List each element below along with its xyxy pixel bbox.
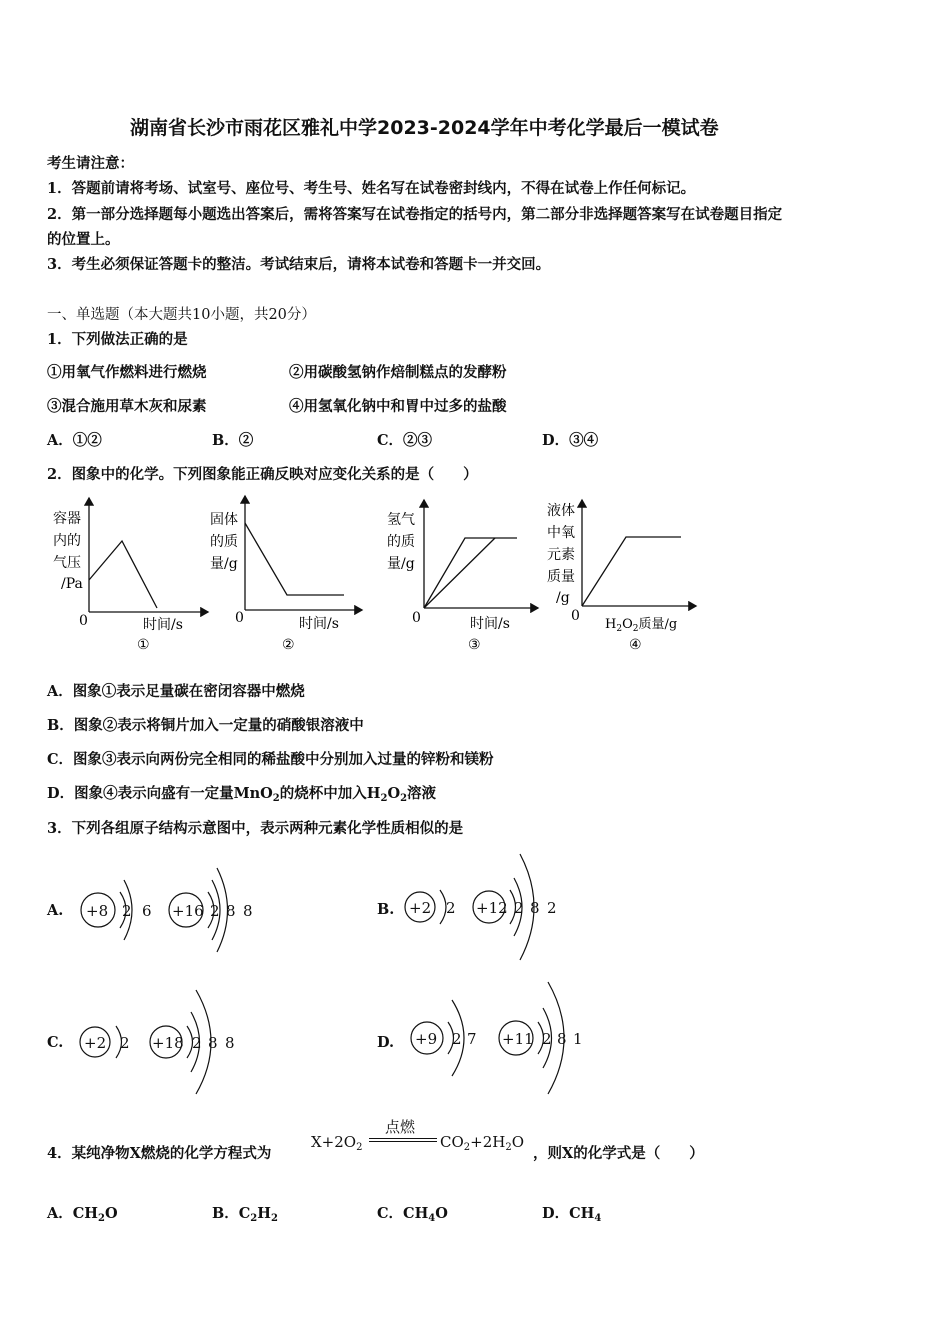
q3-option-b-letter: B. (377, 901, 395, 918)
q1-option-b: B．② (212, 432, 254, 449)
graph-3-ylabel-1: 氢气 (387, 512, 415, 528)
q4-eq-right: $CO_2+2H_2O$ (440, 1133, 525, 1153)
q4-option-b: B．$C_2H_2$ (212, 1205, 278, 1224)
q3-d-nucleus-1: +9 (415, 1030, 438, 1048)
q3-a-shell-2-2: 8 (226, 902, 236, 920)
page-title: 湖南省长沙市雨花区雅礼中学2023-2024学年中考化学最后一模试卷 (130, 117, 719, 139)
q1-stem: 1．下列做法正确的是 (47, 331, 188, 348)
q1-statement-3: ③混合施用草木灰和尿素 (47, 398, 207, 415)
q3-a-shell-1-1: 2 (122, 902, 132, 920)
notice-item-2-cont: 的位置上。 (47, 231, 120, 248)
q4-eq-line-1 (369, 1138, 437, 1139)
q3-option-d-letter: D. (377, 1034, 395, 1051)
q4-stem-b: ，则X的化学式是（ ） (533, 1145, 704, 1162)
graph-4-ylabel-2: 中氧 (547, 525, 575, 541)
graph-1-ylabel-1: 容器 (53, 511, 81, 527)
q1-option-d: D．③④ (542, 432, 599, 449)
q4-stem-a: 4．某纯净物X燃烧的化学方程式为 (47, 1145, 272, 1162)
q3-atom-diagrams (0, 840, 950, 1100)
graph-2-ylabel-2: 的质 (210, 534, 238, 550)
q3-d-nucleus-2: +11 (502, 1030, 534, 1048)
graph-3-ylabel-2: 的质 (387, 534, 415, 550)
q3-c-shell-2-3: 8 (225, 1034, 235, 1052)
graph-1 (89, 498, 208, 612)
q4-option-a: A．$CH_2O$ (47, 1205, 118, 1224)
q2-stem: 2．图象中的化学。下列图象能正确反映对应变化关系的是（ ） (47, 466, 478, 483)
q3-c-shell-2-1: 2 (192, 1034, 202, 1052)
q1-statement-2: ②用碳酸氢钠作焙制糕点的发酵粉 (289, 364, 507, 381)
q1-option-a: A．①② (47, 432, 102, 449)
notice-item-1: 1．答题前请将考场、试室号、座位号、考生号、姓名写在试卷密封线内，不得在试卷上作任何标记。 (47, 180, 696, 197)
graph-3-ylabel-3: 量/g (387, 556, 415, 572)
q3-b-shell-2-1: 2 (514, 899, 524, 917)
q2-option-a: A．图象①表示足量碳在密闭容器中燃烧 (47, 683, 305, 700)
q3-a-shell-1-2: 6 (142, 902, 152, 920)
graph-4-xlabel: $H_2O_2$质量/g (605, 617, 678, 634)
notice-heading: 考生请注意： (47, 155, 134, 172)
q3-d-shell-1-1: 2 (452, 1030, 462, 1048)
q3-stem: 3．下列各组原子结构示意图中，表示两种元素化学性质相似的是 (47, 820, 464, 837)
notice-item-3: 3．考生必须保证答题卡的整洁。考试结束后，请将本试卷和答题卡一并交回。 (47, 256, 551, 273)
q1-option-c: C．②③ (377, 432, 433, 449)
q3-a-nucleus-1: +8 (86, 902, 109, 920)
graph-2-label: ② (282, 637, 295, 653)
q3-c-nucleus-1: +2 (84, 1034, 107, 1052)
q3-c-shell-2-2: 8 (208, 1034, 218, 1052)
q3-a-nucleus-2: +16 (172, 902, 204, 920)
q3-d-shell-2-2: 8 (557, 1030, 567, 1048)
q2-option-c: C．图象③表示向两份完全相同的稀盐酸中分别加入过量的锌粉和镁粉 (47, 751, 494, 768)
q3-b-shell-2-3: 2 (547, 899, 557, 917)
q3-option-c-letter: C. (47, 1034, 64, 1051)
graph-1-origin: 0 (79, 613, 88, 629)
graph-4-curve (582, 537, 681, 606)
q1-statement-1: ①用氧气作燃料进行燃烧 (47, 364, 207, 381)
graph-1-curve (89, 541, 157, 608)
graph-2-ylabel-3: 量/g (210, 556, 238, 572)
q3-d-shell-2-1: 2 (542, 1030, 552, 1048)
graph-4-label: ④ (629, 637, 642, 653)
graph-3-xlabel: 时间/s (470, 616, 510, 632)
q2-option-d: D．图象④表示向盛有一定量MnO$_2$的烧杯中加入$H_2O_2$溶液 (47, 785, 437, 804)
notice-item-2: 2．第一部分选择题每小题选出答案后，需将答案写在试卷指定的括号内，第二部分非选择题答案写在试卷题目指定 (47, 206, 783, 223)
q3-a-shell-2-3: 8 (243, 902, 253, 920)
q2-option-b: B．图象②表示将铜片加入一定量的硝酸银溶液中 (47, 717, 364, 734)
graph-1-label: ① (137, 637, 150, 653)
graph-4-ylabel-5: /g (556, 590, 570, 606)
graph-3-label: ③ (468, 637, 481, 653)
graph-1-ylabel-2: 内的 (53, 533, 81, 549)
q4-option-c: C．$CH_4O$ (377, 1205, 448, 1224)
q3-b-shell-2-2: 8 (530, 899, 540, 917)
graph-2-curve (245, 523, 344, 595)
q3-a-shell-2-1: 2 (210, 902, 220, 920)
q4-eq-condition: 点燃 (385, 1118, 416, 1136)
q4-eq-left: $X+2O_2$ (311, 1133, 363, 1153)
graph-3 (424, 500, 538, 608)
q3-option-a-letter: A. (47, 902, 64, 919)
section-heading: 一、单选题（本大题共10小题，共20分） (47, 307, 316, 323)
q3-d-shell-2-3: 1 (573, 1030, 583, 1048)
graph-4-ylabel-3: 元素 (547, 547, 575, 563)
q3-b-shell-1-1: 2 (446, 899, 456, 917)
q4-eq-line-2 (369, 1141, 437, 1142)
q4-option-d: D．$CH_4$ (542, 1205, 602, 1224)
q3-b-nucleus-1: +2 (409, 899, 432, 917)
graph-2 (245, 496, 362, 610)
graph-2-ylabel-1: 固体 (210, 512, 238, 528)
graph-4-origin: 0 (571, 608, 580, 624)
graph-2-origin: 0 (235, 610, 244, 626)
q3-b-nucleus-2: +12 (476, 899, 508, 917)
q1-statement-4: ④用氢氧化钠中和胃中过多的盐酸 (289, 398, 507, 415)
q3-c-nucleus-2: +18 (152, 1034, 184, 1052)
graph-4-ylabel-4: 质量 (547, 569, 575, 585)
q3-d-shell-1-2: 7 (467, 1030, 477, 1048)
graph-1-xlabel: 时间/s (143, 617, 183, 633)
graph-3-origin: 0 (412, 610, 421, 626)
graph-1-ylabel-3: 气压 (53, 555, 81, 571)
graph-1-ylabel-4: /Pa (61, 576, 83, 592)
q2-graphs (0, 490, 950, 670)
graph-4 (582, 500, 696, 606)
graph-3-curve-1 (424, 538, 517, 608)
graph-4-ylabel-1: 液体 (547, 503, 575, 519)
q3-c-shell-1-1: 2 (120, 1034, 130, 1052)
graph-2-xlabel: 时间/s (299, 616, 339, 632)
